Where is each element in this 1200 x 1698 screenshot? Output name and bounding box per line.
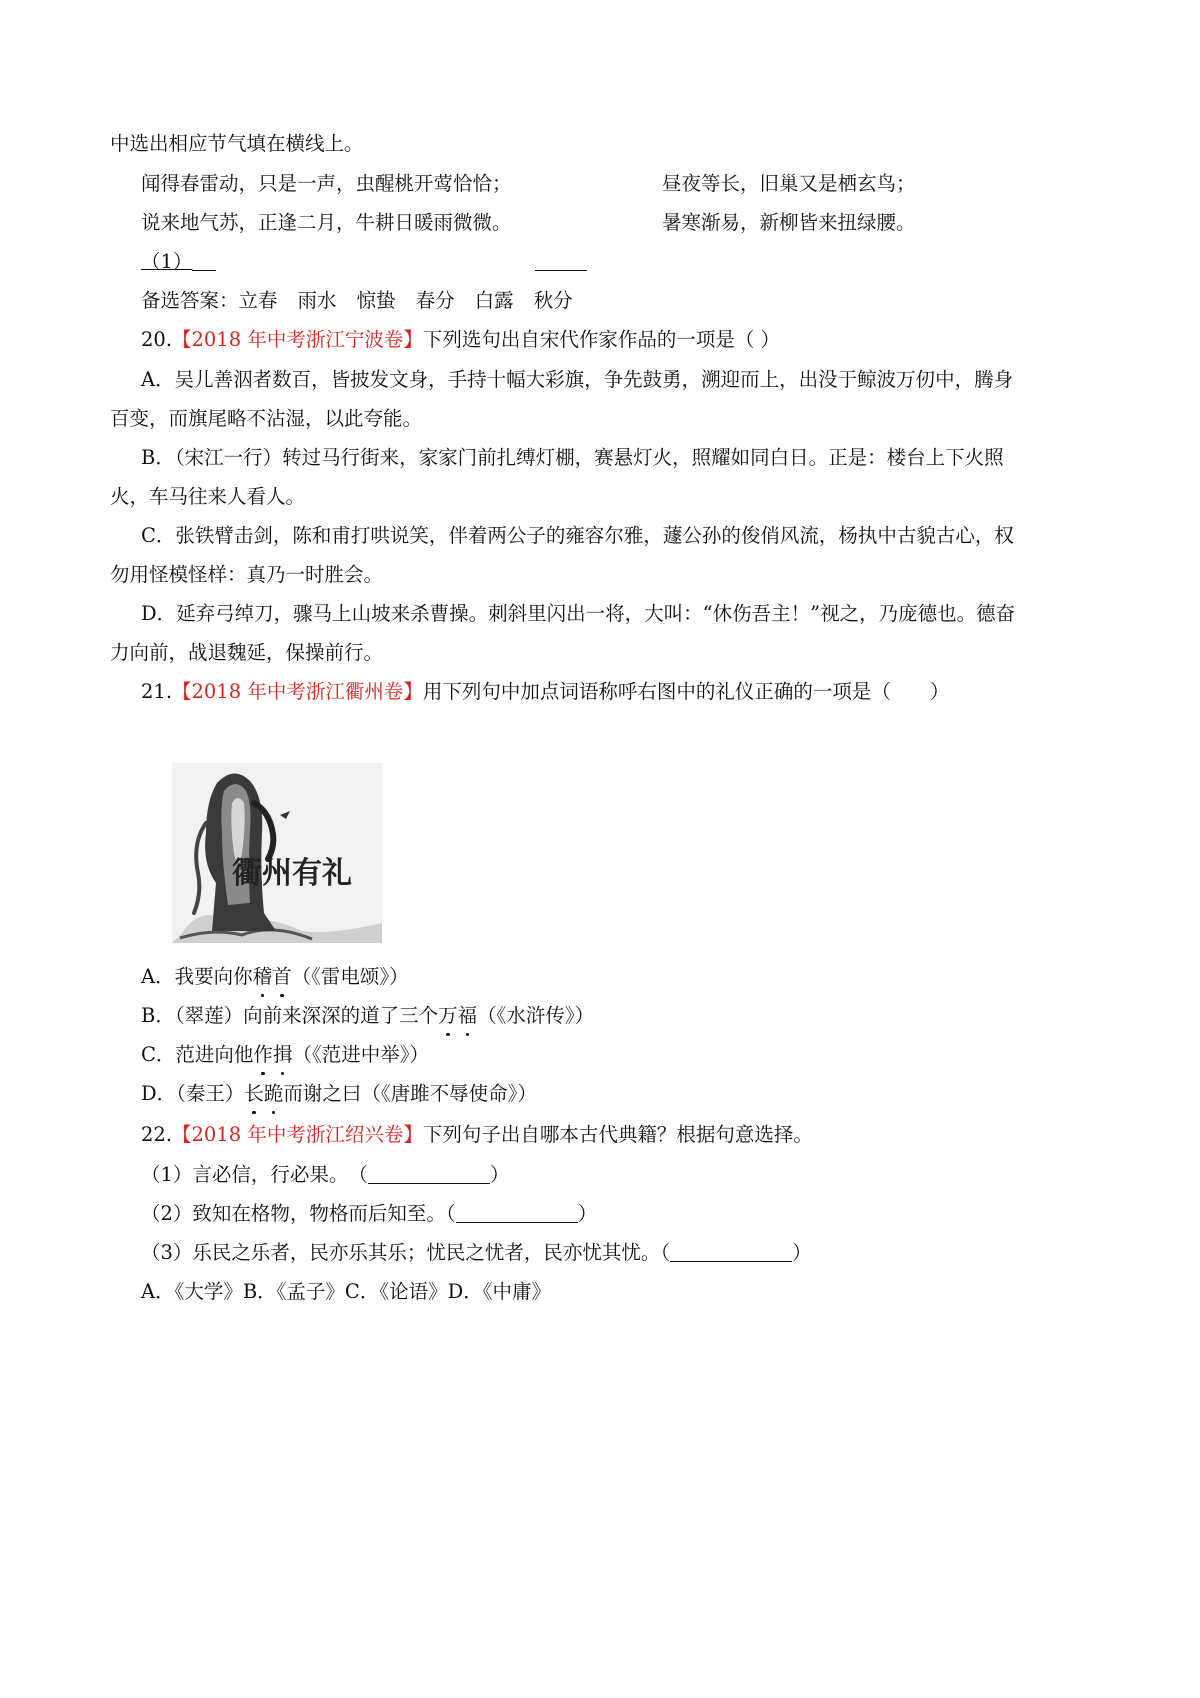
- answer-blank-2[interactable]: [535, 250, 587, 271]
- etiquette-illustration: [172, 763, 382, 943]
- poem-line-2-right: 暑寒渐易，新柳皆来扭绿腰。: [662, 211, 916, 234]
- q21-option-b-dotted-1: 万: [438, 1002, 458, 1030]
- q22-source: 【2018 年中考浙江绍兴卷】: [172, 1123, 423, 1146]
- poem-line-1-left: 闻得春雷动，只是一声，虫醒桃开莺恰恰；: [141, 172, 512, 195]
- q21-option-d-source: 而谢之曰（《唐雎不辱使命》）: [283, 1082, 537, 1105]
- q22-choices: A．《大学》B．《孟子》C．《论语》D．《中庸》: [141, 1280, 551, 1303]
- answer-line: [141, 248, 216, 276]
- q21-option-a-source: （《雷电颂》）: [291, 965, 409, 988]
- q21-option-d: [141, 1080, 537, 1108]
- q22-stem: 下列句子出自哪本古代典籍？根据句意选择。: [422, 1123, 813, 1146]
- q21-option-d-text: D．（秦王）: [141, 1082, 245, 1105]
- q22-item-1-blank[interactable]: [368, 1163, 490, 1184]
- answer-label: （1）: [141, 250, 193, 273]
- figure-caption: 衢州有礼: [232, 856, 352, 891]
- q21-option-b-text: B．（翠莲）向前来深深的道了三个: [141, 1004, 439, 1027]
- q22-header: [141, 1121, 813, 1149]
- q20-option-a-2: 百变，而旗尾略不沾湿，以此夸能。: [110, 407, 423, 430]
- poem-line-2-left: 说来地气苏，正逢二月，牛耕日暖雨微微。: [141, 211, 512, 234]
- answer-blank-1[interactable]: [192, 250, 216, 271]
- q20-stem: 下列选句出自宋代作家作品的一项是（ ）: [422, 328, 781, 351]
- q20-option-c-2: 勿用怪模怪样：真乃一时胜会。: [110, 563, 384, 586]
- intro-tail: 中选出相应节气填在横线上。: [110, 132, 364, 155]
- q20-option-b-2: 火，车马往来人看人。: [110, 485, 306, 508]
- q21-option-c-dotted-2: 揖: [273, 1041, 293, 1069]
- q21-option-d-dotted-1: 长: [244, 1080, 264, 1108]
- q22-item-3-close: ）: [792, 1241, 812, 1264]
- q21-option-a-dotted-1: 稽: [253, 963, 273, 991]
- q21-option-b-source: （《水浒传》）: [477, 1004, 595, 1027]
- q22-number: 22.: [141, 1123, 173, 1146]
- q21-option-c-text: C．范进向他: [141, 1043, 254, 1066]
- options-label: 备选答案：: [141, 289, 239, 312]
- q20-number: 20.: [141, 328, 173, 351]
- q20-source: 【2018 年中考浙江宁波卷】: [172, 328, 423, 351]
- q22-item-2-text: （2）致知在格物，物格而后知至。（: [141, 1202, 456, 1225]
- q22-item-2-close: ）: [577, 1202, 598, 1225]
- option-1: 立春: [238, 289, 278, 312]
- etiquette-figure: [172, 763, 382, 943]
- q22-item-3: [141, 1239, 812, 1267]
- q20-option-d-1: D．延弃弓绰刀，骤马上山坡来杀曹操。刺斜里闪出一将，大叫：“休伤吾主！”视之，乃庞德也。德奋: [141, 602, 1016, 625]
- q21-stem: 用下列句中加点词语称呼右图中的礼仪正确的一项是（ ）: [422, 680, 950, 703]
- q21-option-a-text: A．我要向你: [141, 965, 253, 988]
- option-4: 春分: [415, 289, 455, 312]
- q22-item-3-blank[interactable]: [670, 1241, 792, 1262]
- q20-header: [141, 326, 780, 354]
- q21-option-c: [141, 1041, 429, 1069]
- q21-option-a: [141, 963, 409, 991]
- q22-item-1-text: （1）言必信，行必果。 （: [141, 1163, 368, 1186]
- q22-item-2: [141, 1200, 597, 1228]
- q20-option-c-1: C．张铁臂击剑，陈和甫打哄说笑，伴着两公子的雍容尔雅，蘧公孙的俊俏风流，杨执中古貌古心，权: [141, 524, 1014, 547]
- q20-option-b-1: B．（宋江一行）转过马行街来，家家门前扎缚灯棚，赛悬灯火，照耀如同白日。正是：楼台上下火照: [141, 446, 1004, 469]
- option-2: 雨水: [297, 289, 337, 312]
- q21-option-c-source: （《范进中举》）: [292, 1043, 429, 1066]
- q21-option-a-dotted-2: 首: [272, 963, 292, 991]
- q21-header: [141, 678, 949, 706]
- q20-option-a-1: A．吴儿善泅者数百，皆披发文身，手持十幅大彩旗，争先鼓勇，溯迎而上，出没于鲸波万仞中，腾身: [141, 368, 1014, 391]
- q21-option-b: [141, 1002, 594, 1030]
- q22-item-2-blank[interactable]: [456, 1202, 578, 1223]
- q21-number: 21.: [141, 680, 173, 703]
- q21-option-c-dotted-1: 作: [253, 1041, 273, 1069]
- q21-option-d-dotted-2: 跪: [264, 1080, 284, 1108]
- options-line: [141, 287, 573, 315]
- q20-option-d-2: 力向前，战退魏延，保操前行。: [110, 641, 384, 664]
- poem-line-1-right: 昼夜等长，旧巢又是栖玄鸟；: [662, 172, 916, 195]
- q22-item-1: [141, 1161, 509, 1189]
- q22-item-1-close: ）: [489, 1163, 510, 1186]
- option-3: 惊蛰: [356, 289, 396, 312]
- answer-blank-2-wrap: [535, 248, 587, 276]
- option-5: 白露: [474, 289, 514, 312]
- q21-source: 【2018 年中考浙江衢州卷】: [172, 680, 423, 703]
- q21-option-b-dotted-2: 福: [458, 1002, 478, 1030]
- option-6: 秋分: [533, 289, 573, 312]
- q22-item-3-text: （3）乐民之乐者，民亦乐其乐；忧民之忧者，民亦忧其忧。（: [141, 1241, 671, 1264]
